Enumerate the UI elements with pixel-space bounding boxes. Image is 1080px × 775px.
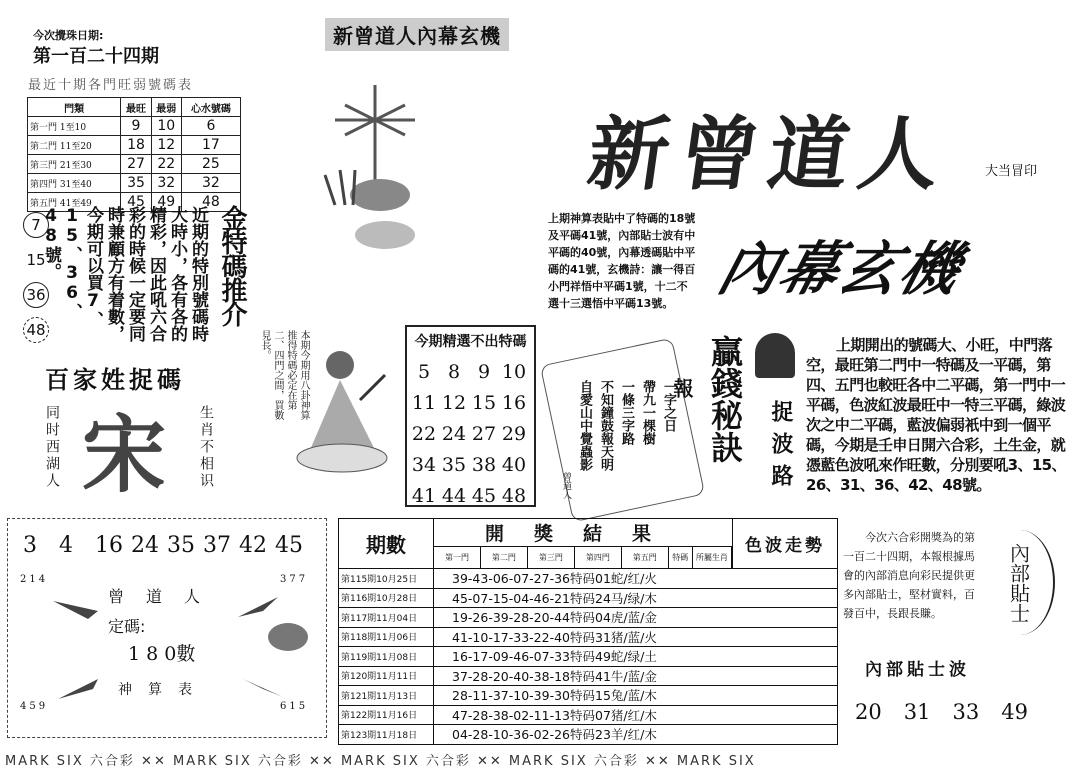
corner-number: 214 [20,574,49,585]
door-subheader: 第二門 [481,547,528,568]
result-row [339,608,838,628]
fixed-value: 1 8 0數 [128,643,196,665]
door-value: 49 [151,193,181,212]
door-table [27,97,241,212]
period-cell: 第122期11月16日 [339,705,434,725]
period-cell: 第116期10月28日 [339,588,434,608]
author-photo [755,333,795,378]
shensuan-number: 37 [203,533,231,558]
door-value: 18 [121,136,151,155]
table-row [28,136,241,155]
corner-number: 459 [20,701,49,712]
logo-line1: 新曾道人 [582,107,956,201]
results-title: 開獎結果 [434,519,733,547]
poem-line: 一條三字路 [619,380,634,445]
secret-title: 贏錢秘訣 [706,335,744,463]
number-ball: 48 [23,317,49,343]
result-cell: 37-28-20-40-38-18特码41牛/蓝/金 [434,666,838,686]
excluded-number: 8 [447,361,461,383]
door-value: 35 [121,174,151,193]
surname-right: 生肖不相识 [198,405,214,490]
shensuan-number: 45 [275,533,303,558]
door-label: 第四門 31至40 [28,174,121,193]
excluded-number: 22 [411,423,437,445]
shensuan-box [7,518,327,738]
excluded-number: 15 [471,392,497,414]
door-value: 9 [121,117,151,136]
excluded-number: 34 [411,454,437,476]
door-value: 32 [151,174,181,193]
door-subheader: 所屬生肖 [693,547,732,568]
period-cell: 第121期11月13日 [339,686,434,706]
shensuan-title-top: 曾道人 [108,587,223,606]
table-row [28,174,241,193]
shensuan-number: 24 [131,533,159,558]
corner-number: 615 [280,701,309,712]
result-cell: 39-43-06-07-27-36特码01蛇/红/火 [434,569,838,589]
draw-date-label: 今次攪珠日期: [33,29,104,42]
exclude-box [405,325,536,507]
poem-line: 一字之日 [661,380,676,432]
result-row [339,705,838,725]
shensuan-title-bottom: 神算表 [118,682,208,698]
door-subheader: 特碼 [669,547,693,568]
period-cell: 第123期11月18日 [339,725,434,745]
excluded-number: 24 [441,423,467,445]
door-label: 第五門 41至49 [28,193,121,212]
result-row [339,588,838,608]
poem-sign: 曾道人 [561,472,571,499]
corner-number: 377 [280,574,309,585]
excluded-number: 29 [501,423,527,445]
result-cell: 47-28-38-02-11-13特码07猪/红/木 [434,705,838,725]
goddess-illustration [290,340,395,475]
banner-title: 新曾道人內幕玄機 [325,18,509,51]
rooster-illustration [315,75,435,255]
period-cell: 第118期11月06日 [339,627,434,647]
excluded-number: 16 [501,392,527,414]
results-subheaders [434,547,732,568]
goddess-text: 本期今期用八卦神算推得特碼必定在第二、四門之間，買數見長。 [259,330,309,420]
period-header: 期數 [339,519,434,569]
door-value: 10 [151,117,181,136]
col-header: 門類 [28,98,121,117]
door-subheader: 第四門 [575,547,622,568]
insider-number: 20 [855,700,882,724]
poem-title: 報 [670,378,694,398]
door-value: 22 [151,155,181,174]
door-value: 12 [151,136,181,155]
insider-text: 今次六合彩開獎為的第一百二十四期，本報根據馬會的內部消息向彩民提供更多內部貼士，堅材實料，百發百中，長跟長賺。 [843,531,975,620]
excluded-number: 10 [501,361,527,383]
excluded-number: 27 [471,423,497,445]
door-value: 32 [181,174,240,193]
lightning-decoration [8,519,328,739]
shensuan-number: 16 [95,533,123,558]
logo-line2: 內幕玄機 [711,235,970,303]
poem-line: 帶九一棵樹 [640,380,655,445]
printer-label: 大当冒印 [985,164,1038,179]
result-row [339,627,838,647]
door-label: 第三門 21至30 [28,155,121,174]
surname-left: 同时西湖人 [44,405,60,490]
door-value: 25 [181,155,240,174]
door-subheader: 第一門 [434,547,481,568]
excluded-number: 9 [477,361,491,383]
excluded-number: 41 [411,485,437,507]
col-header: 心水號碼 [181,98,240,117]
excluded-number: 11 [411,392,437,414]
result-row [339,569,838,589]
result-cell: 45-07-15-04-46-21特码24马/绿/木 [434,588,838,608]
col-header: 最旺 [121,98,151,117]
analysis-text: 上期開出的號碼大、小旺，中門落空，最旺第二門中一特碼及一平碼，第四、五門也較旺各中二平碼，第一門中一平碼，色波紅波最旺中一特三平碼，綠波次之中二平碼，藍波偏弱衹中到一個平碼，今期是壬申日開六合彩，土生金，就憑藍色波吼來作旺數，分別要吼3、15、26、31、36、42、48號。 [806,336,1066,494]
trend-header: 色波走勢 [733,519,838,569]
door-label: 第一門 1至10 [28,117,121,136]
result-cell: 19-26-39-28-20-44特码04虎/蓝/金 [434,608,838,628]
excluded-number: 48 [501,485,527,507]
excluded-number: 38 [471,454,497,476]
door-subheader: 第三門 [528,547,575,568]
shensuan-number: 35 [167,533,195,558]
door-table-title: 最近十期各門旺弱號碼表 [28,78,194,93]
door-value: 6 [181,117,240,136]
excluded-number: 35 [441,454,467,476]
exclude-numbers [409,357,532,512]
door-value: 27 [121,155,151,174]
secret-side: 捉波路 [768,400,793,496]
result-cell: 28-11-37-10-39-30特码15兔/蓝/木 [434,686,838,706]
footer-watermark: MARK SIX 六合彩 ✕✕ MARK SIX 六合彩 ✕✕ MARK SIX 六合彩 ✕✕ MARK SIX 六合彩 ✕✕ MARK SIX [5,754,756,769]
insider-number: 33 [952,700,980,724]
door-value: 45 [121,193,151,212]
period-cell: 第117期11月04日 [339,608,434,628]
result-cell: 16-17-09-46-07-33特码49蛇/绿/土 [434,647,838,667]
surname-title: 百家姓捉碼 [45,366,185,394]
table-row [28,155,241,174]
special-pick-text: 近期的特別號碼時大時小，各有各的精彩，因此吼六合彩的時候一定要同時兼顧方有着數，今期可以買7、15、36、48號。 [41,206,208,342]
insider-number: 49 [1001,700,1028,724]
special-pick-heading: 金特碼推介 [217,205,247,325]
shensuan-number: 42 [239,533,267,558]
table-row [28,117,241,136]
result-row [339,686,838,706]
door-subheader: 第五門 [622,547,669,568]
excluded-number: 40 [501,454,527,476]
last-hit-text: 上期神算表貼中了特碼的18號及平碼41號，內部貼士波有中平碼的40號，內幕透碼貼中平碼的41號，玄機詩：讓一得百小門祥悟中平碼1號，十二不選十三選悟中平碼13號。 [548,212,696,310]
result-row [339,725,838,745]
excluded-number: 12 [441,392,467,414]
shensuan-number: 3 [23,533,37,558]
fixed-label: 定碼: [108,617,146,636]
number-ball: 7 [23,212,49,238]
number-ball: 15 [26,251,46,269]
insider-numbers [855,700,1028,724]
result-row [339,666,838,686]
door-label: 第二門 11至20 [28,136,121,155]
insider-number: 31 [903,700,931,724]
results-table [338,518,838,745]
number-ball: 36 [23,282,49,308]
result-cell: 41-10-17-33-22-40特码31猪/蓝/火 [434,627,838,647]
surname-char: 宋 [82,406,167,504]
door-value: 48 [181,193,240,212]
shensuan-number: 4 [59,533,73,558]
insider-title: 內部貼士波 [865,660,970,680]
special-pick-numbers [23,212,49,343]
poem-line: 自愛山中覺蟲影 [577,380,592,471]
excluded-number: 44 [441,485,467,507]
result-cell: 04-28-10-36-02-26特码23羊/红/木 [434,725,838,745]
excluded-number: 45 [471,485,497,507]
result-row [339,647,838,667]
col-header: 最弱 [151,98,181,117]
issue-number: 第一百二十四期 [33,46,159,67]
exclude-title: 今期精選不出特碼 [414,334,527,350]
period-cell: 第119期11月08日 [339,647,434,667]
insider-stamp: 內部貼士 [985,530,1055,635]
poem-line: 不知鐘鼓報天明 [598,380,613,471]
door-value: 17 [181,136,240,155]
period-cell: 第120期11月11日 [339,666,434,686]
period-cell: 第115期10月25日 [339,569,434,589]
poem-lines [575,380,678,471]
excluded-number: 5 [417,361,431,383]
